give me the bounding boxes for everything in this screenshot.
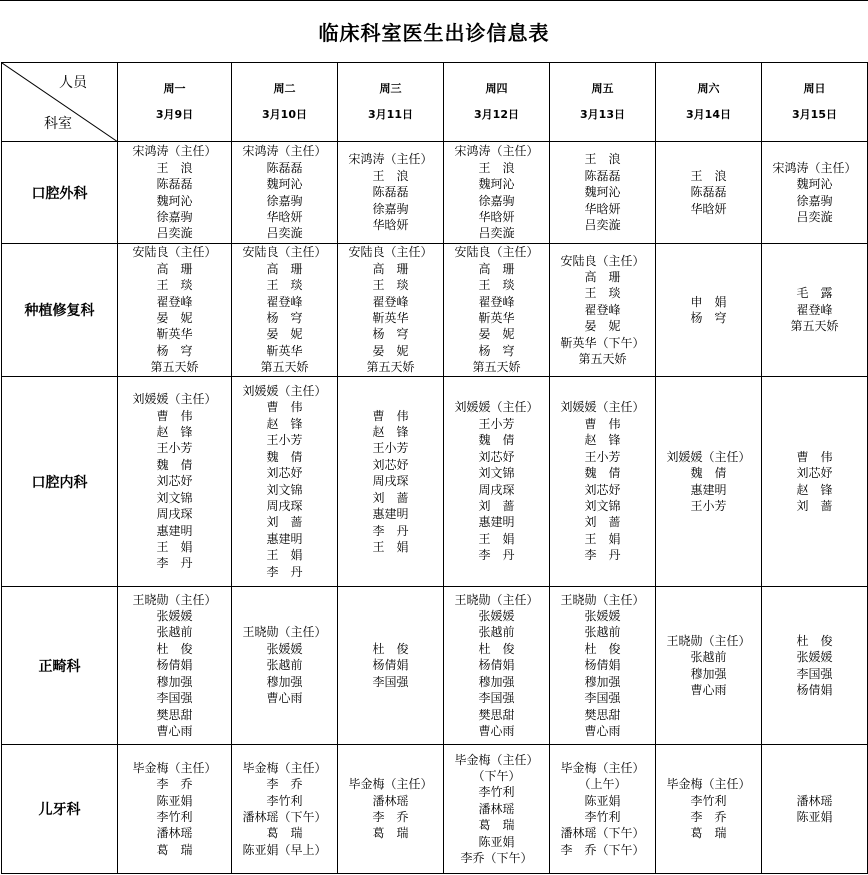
doctor-name: 翟登峰	[156, 294, 193, 309]
schedule-cell	[550, 142, 656, 244]
doctor-name: 晏 妮	[156, 311, 193, 325]
doctor-name: 王 琰	[478, 278, 515, 293]
doctor-name: 李 丹	[156, 556, 193, 571]
doctor-name: 王 浪	[478, 160, 515, 175]
doctor-name: 刘文锦	[478, 466, 515, 481]
schedule-table	[1, 62, 868, 874]
doctor-name: 高 珊	[478, 261, 515, 276]
doctor-name: 徐嘉驹	[796, 193, 833, 208]
doctor-name: 李乔（下午）	[460, 851, 533, 866]
doctor-name: 王小芳	[156, 441, 193, 456]
doctor-name: 晏 妮	[478, 327, 515, 342]
doctor-name: 李 丹	[584, 548, 621, 563]
doctor-name: 宋鸿涛（主任）	[772, 160, 857, 175]
schedule-cell	[656, 142, 762, 244]
doctor-name: 李 乔（下午）	[560, 842, 645, 857]
schedule-cell	[232, 244, 338, 377]
doctor-name: 刘文锦	[156, 490, 193, 505]
doctor-name: 杨 穹	[156, 343, 193, 358]
doctor-name: 刘芯妤	[156, 474, 193, 489]
doctor-name: 赵 锋	[584, 433, 621, 448]
doctor-name: 穆加强	[156, 674, 193, 689]
schedule-cell	[762, 745, 868, 874]
doctor-name: 张越前	[584, 625, 621, 640]
dept-row	[2, 244, 868, 377]
doctor-name: 杨 穹	[372, 327, 409, 342]
doctor-name: 刘 蔷	[796, 498, 833, 513]
doctor-name: 杜 俊	[372, 641, 409, 656]
doctor-name: 王晓勋（主任）	[560, 592, 645, 607]
doctor-name: 高 珊	[266, 261, 303, 276]
day-date: 3月11日	[368, 108, 413, 121]
doctor-name: 靳英华（下午）	[560, 335, 645, 350]
doctor-name: 王小芳	[478, 416, 515, 431]
dept-name: 口腔内科	[2, 377, 118, 587]
doctor-name: 潘林瑶（下午）	[242, 810, 327, 824]
day-header	[338, 63, 444, 142]
doctor-name: 魏 倩	[478, 433, 515, 448]
doctor-name: 李 丹	[266, 564, 303, 579]
schedule-cell	[444, 587, 550, 745]
doctor-name: 魏珂沁	[478, 177, 515, 192]
doctor-name: 葛 瑞	[478, 818, 515, 833]
doctor-name: 高 珊	[156, 261, 193, 276]
doctor-name: 赵 锋	[372, 425, 409, 440]
doctor-name: 杨倩娟	[372, 658, 409, 673]
schedule-cell	[118, 587, 232, 745]
doctor-name: 曹 伟	[156, 408, 193, 423]
doctor-name: 穆加强	[478, 674, 515, 689]
dept-row	[2, 587, 868, 745]
doctor-name: 魏 倩	[266, 449, 303, 464]
doctor-name: 李国强	[584, 691, 621, 706]
doctor-name: 靳英华	[156, 327, 193, 342]
schedule-cell	[338, 244, 444, 377]
schedule-cell	[550, 377, 656, 587]
day-name: 周六	[697, 82, 720, 95]
day-header	[550, 63, 656, 142]
doctor-name: 李 乔	[372, 810, 409, 824]
schedule-cell	[118, 142, 232, 244]
doctor-name: 杜 俊	[796, 633, 833, 648]
doctor-name: 翟登峰	[584, 302, 621, 317]
doctor-name: 刘芯妤	[478, 449, 515, 464]
doctor-name: 杨倩娟	[478, 658, 515, 673]
doctor-name: （上午）	[578, 777, 627, 792]
schedule-cell	[444, 244, 550, 377]
doctor-name: 第五天娇	[472, 360, 521, 375]
doctor-name: 毕金梅（主任）	[242, 760, 327, 775]
doctor-name: 王 琰	[266, 278, 303, 293]
schedule-cell	[444, 377, 550, 587]
day-header	[656, 63, 762, 142]
doctor-name: 第五天娇	[150, 360, 199, 375]
doctor-name: 周戌琛	[156, 507, 193, 522]
schedule-cell	[550, 587, 656, 745]
doctor-name: 潘林瑶（下午）	[560, 826, 645, 841]
doctor-name: 樊思甜	[584, 707, 621, 722]
doctor-name: 毕金梅（主任）	[560, 760, 645, 775]
doctor-name: 陈磊磊	[690, 185, 727, 200]
doctor-name: 陈亚娟	[156, 793, 193, 808]
doctor-name: 王 琰	[372, 278, 409, 293]
doctor-name: 曹 伟	[584, 416, 621, 431]
doctor-name: 徐嘉驹	[372, 201, 409, 216]
doctor-name: 潘林瑶	[156, 826, 193, 841]
doctor-name: 潘林瑶	[796, 793, 833, 808]
doctor-name: 葛 瑞	[156, 842, 193, 857]
doctor-name: 王 浪	[690, 168, 727, 183]
doctor-name: 安陆良（主任）	[560, 253, 645, 268]
day-header	[444, 63, 550, 142]
doctor-name: 魏 倩	[690, 466, 727, 481]
doctor-name: 安陆良（主任）	[348, 245, 433, 260]
doctor-name: 张越前	[156, 625, 193, 640]
day-header	[762, 63, 868, 142]
doctor-name: 王小芳	[266, 433, 303, 448]
doctor-name: 葛 瑞	[266, 826, 303, 841]
doctor-name: 第五天娇	[578, 352, 627, 367]
doctor-name: 陈亚娟	[478, 834, 515, 849]
schedule-cell	[762, 377, 868, 587]
doctor-name: 刘 蔷	[372, 490, 409, 505]
doctor-name: 曹心雨	[690, 682, 727, 697]
doctor-name: 王 娟	[584, 531, 621, 546]
header-row	[2, 63, 868, 142]
doctor-name: 惠建明	[156, 523, 193, 538]
doctor-name: 李 乔	[690, 810, 727, 824]
dept-name: 正畸科	[2, 587, 118, 745]
doctor-name: 申 娟	[690, 294, 727, 309]
doctor-name: 李竹利	[478, 785, 515, 800]
schedule-cell	[444, 142, 550, 244]
doctor-name: 靳英华	[266, 343, 303, 358]
doctor-name: 魏珂沁	[584, 185, 621, 200]
doctor-name: 宋鸿涛（主任）	[242, 144, 327, 159]
doctor-name: 杨 穹	[266, 311, 303, 325]
schedule-cell	[338, 142, 444, 244]
doctor-name: 王 浪	[584, 152, 621, 167]
doctor-name: 李竹利	[690, 793, 727, 808]
doctor-name: 李竹利	[584, 810, 621, 824]
doctor-name: 翟登峰	[796, 302, 833, 317]
doctor-name: 翟登峰	[372, 294, 409, 309]
doctor-name: 张媛媛	[156, 609, 193, 624]
doctor-name: 潘林瑶	[372, 793, 409, 808]
doctor-name: 华晗妍	[478, 209, 515, 224]
doctor-name: 曹心雨	[156, 723, 193, 738]
schedule-cell	[232, 377, 338, 587]
doctor-name: 葛 瑞	[690, 826, 727, 841]
doctor-name: 曹心雨	[266, 691, 303, 706]
doctor-name: 李 乔	[266, 777, 303, 792]
doctor-name: 刘媛媛（主任）	[454, 400, 539, 415]
dept-row	[2, 142, 868, 244]
doctor-name: 王 琰	[156, 278, 193, 293]
doctor-name: 杜 俊	[478, 641, 515, 656]
day-date: 3月9日	[155, 108, 194, 121]
doctor-name: 华晗妍	[372, 218, 409, 233]
doctor-name: 靳英华	[372, 311, 409, 325]
doctor-name: 晏 妮	[372, 343, 409, 358]
day-name: 周一	[163, 82, 186, 95]
page-title: 临床科室医生出诊信息表	[0, 0, 868, 62]
schedule-cell	[232, 745, 338, 874]
doctor-name: 惠建明	[372, 507, 409, 522]
schedule-cell	[118, 377, 232, 587]
doctor-name: 李竹利	[266, 793, 303, 808]
doctor-name: 杨倩娟	[796, 682, 833, 697]
day-date: 3月10日	[262, 108, 307, 121]
doctor-name: 华晗妍	[266, 209, 303, 224]
day-date: 3月15日	[792, 108, 837, 121]
day-name: 周日	[803, 82, 826, 95]
doctor-name: 李竹利	[156, 810, 193, 824]
schedule-cell	[550, 745, 656, 874]
day-date: 3月12日	[474, 108, 519, 121]
doctor-name: 陈磊磊	[156, 177, 193, 192]
doctor-name: 晏 妮	[266, 327, 303, 342]
corner-person-label: 人员	[59, 75, 87, 91]
doctor-name: 刘芯妤	[584, 482, 621, 497]
doctor-name: 毛 露	[796, 286, 833, 301]
doctor-name: 徐嘉驹	[156, 209, 193, 224]
doctor-name: 徐嘉驹	[478, 193, 515, 208]
schedule-cell	[656, 587, 762, 745]
schedule-cell	[656, 377, 762, 587]
doctor-name: 刘媛媛（主任）	[242, 384, 327, 399]
doctor-name: 刘芯妤	[796, 466, 833, 481]
doctor-name: 曹 伟	[796, 449, 833, 464]
doctor-name: 宋鸿涛（主任）	[454, 144, 539, 159]
corner-dept-label: 科室	[44, 116, 72, 132]
doctor-name: 刘媛媛（主任）	[560, 400, 645, 415]
schedule-cell	[232, 587, 338, 745]
dept-name: 种植修复科	[2, 244, 118, 377]
doctor-name: 刘 蔷	[584, 515, 621, 530]
schedule-cell	[118, 745, 232, 874]
day-date: 3月14日	[686, 108, 731, 121]
doctor-name: 李国强	[478, 691, 515, 706]
doctor-name: 周戌琛	[266, 498, 303, 513]
doctor-name: 李 丹	[478, 548, 515, 563]
doctor-name: 李 丹	[372, 523, 409, 538]
doctor-name: 陈磊磊	[266, 160, 303, 175]
dept-row	[2, 745, 868, 874]
doctor-name: 毕金梅（主任）	[454, 752, 539, 767]
doctor-name: 吕奕漩	[266, 226, 303, 241]
doctor-name: 张媛媛	[796, 650, 833, 665]
doctor-name: 毕金梅（主任）	[666, 777, 751, 792]
schedule-cell	[338, 377, 444, 587]
doctor-name: 华晗妍	[690, 201, 727, 216]
doctor-name: 惠建明	[690, 482, 727, 497]
doctor-name: 曹 伟	[266, 400, 303, 415]
doctor-name: 魏 倩	[156, 457, 193, 472]
doctor-name: 惠建明	[266, 531, 303, 546]
doctor-name: 高 珊	[584, 269, 621, 284]
doctor-name: 第五天娇	[366, 360, 415, 375]
doctor-name: 惠建明	[478, 515, 515, 530]
doctor-name: 曹心雨	[584, 723, 621, 738]
doctor-name: 翟登峰	[478, 294, 515, 309]
doctor-name: 吕奕漩	[478, 226, 515, 241]
doctor-name: 王晓勋（主任）	[454, 592, 539, 607]
doctor-name: 靳英华	[478, 311, 515, 325]
doctor-name: 第五天娇	[260, 360, 309, 375]
day-name: 周四	[485, 82, 508, 95]
doctor-name: 张媛媛	[478, 609, 515, 624]
doctor-name: 王晓勋（主任）	[242, 625, 327, 640]
doctor-name: 李国强	[372, 674, 409, 689]
schedule-cell	[762, 244, 868, 377]
doctor-name: 张越前	[478, 625, 515, 640]
schedule-cell	[118, 244, 232, 377]
doctor-name: 穆加强	[266, 674, 303, 689]
doctor-name: 王 琰	[584, 286, 621, 301]
doctor-name: 翟登峰	[266, 294, 303, 309]
day-header	[232, 63, 338, 142]
doctor-name: 王 浪	[156, 160, 193, 175]
doctor-name: 王 娟	[156, 539, 193, 554]
doctor-name: 宋鸿涛（主任）	[132, 144, 217, 159]
doctor-name: 陈磊磊	[372, 185, 409, 200]
doctor-name: 王 娟	[266, 548, 303, 563]
doctor-name: 华晗妍	[584, 201, 621, 216]
day-date: 3月13日	[580, 108, 625, 121]
doctor-name: 吕奕漩	[584, 218, 621, 233]
doctor-name: 杨倩娟	[584, 658, 621, 673]
doctor-name: 吕奕漩	[156, 226, 193, 241]
doctor-name: 徐嘉驹	[266, 193, 303, 208]
doctor-name: 魏珂沁	[266, 177, 303, 192]
doctor-name: 周戌琛	[372, 474, 409, 489]
doctor-name: 杨 穹	[690, 311, 727, 325]
doctor-name: 李国强	[156, 691, 193, 706]
doctor-name: 陈亚娟（早上）	[242, 842, 327, 857]
doctor-name: 王小芳	[584, 449, 621, 464]
corner-cell	[2, 63, 118, 142]
doctor-name: 张越前	[690, 650, 727, 665]
schedule-cell	[656, 745, 762, 874]
dept-name: 口腔外科	[2, 142, 118, 244]
doctor-name: 王 娟	[478, 531, 515, 546]
doctor-name: 曹心雨	[478, 723, 515, 738]
doctor-name: 吕奕漩	[796, 209, 833, 224]
schedule-cell	[338, 745, 444, 874]
doctor-name: 杨 穹	[478, 343, 515, 358]
doctor-name: 陈亚娟	[584, 793, 621, 808]
doctor-name: 陈磊磊	[584, 168, 621, 183]
day-name: 周三	[379, 82, 402, 95]
doctor-name: 赵 锋	[796, 482, 833, 497]
doctor-name: 宋鸿涛（主任）	[348, 152, 433, 167]
doctor-name: 张媛媛	[266, 641, 303, 656]
doctor-name: 樊思甜	[156, 707, 193, 722]
doctor-name: 第五天娇	[790, 319, 839, 334]
doctor-name: 安陆良（主任）	[242, 245, 327, 260]
doctor-name: 陈亚娟	[796, 810, 833, 824]
doctor-name: 李 乔	[156, 777, 193, 792]
schedule-cell	[762, 587, 868, 745]
doctor-name: 张媛媛	[584, 609, 621, 624]
doctor-name: 王晓勋（主任）	[132, 592, 217, 607]
doctor-name: 王晓勋（主任）	[666, 633, 751, 648]
schedule-cell	[762, 142, 868, 244]
doctor-name: 周戌琛	[478, 482, 515, 497]
doctor-name: 毕金梅（主任）	[348, 777, 433, 792]
doctor-name: 赵 锋	[156, 425, 193, 440]
doctor-name: 刘文锦	[584, 498, 621, 513]
doctor-name: 王小芳	[372, 441, 409, 456]
schedule-cell	[656, 244, 762, 377]
doctor-name: 刘媛媛（主任）	[132, 392, 217, 407]
doctor-name: 魏 倩	[584, 466, 621, 481]
schedule-cell	[550, 244, 656, 377]
dept-name: 儿牙科	[2, 745, 118, 874]
doctor-name: 刘芯妤	[372, 457, 409, 472]
doctor-name: 安陆良（主任）	[132, 245, 217, 260]
doctor-name: 毕金梅（主任）	[132, 760, 217, 775]
doctor-name: 刘 蔷	[478, 498, 515, 513]
doctor-name: 葛 瑞	[372, 826, 409, 841]
doctor-name: 王小芳	[690, 498, 727, 513]
doctor-name: 潘林瑶	[478, 801, 515, 816]
day-name: 周二	[273, 82, 296, 95]
doctor-name: 刘媛媛（主任）	[666, 449, 751, 464]
dept-row	[2, 377, 868, 587]
doctor-name: 刘文锦	[266, 482, 303, 497]
doctor-name: 杜 俊	[584, 641, 621, 656]
doctor-name: 魏珂沁	[156, 193, 193, 208]
doctor-name: 安陆良（主任）	[454, 245, 539, 260]
doctor-name: 穆加强	[584, 674, 621, 689]
doctor-name: 穆加强	[690, 666, 727, 681]
schedule-cell	[232, 142, 338, 244]
doctor-name: 张越前	[266, 658, 303, 673]
day-header	[118, 63, 232, 142]
doctor-name: （下午）	[472, 768, 521, 783]
doctor-name: 晏 妮	[584, 319, 621, 334]
doctor-name: 杨倩娟	[156, 658, 193, 673]
doctor-name: 杜 俊	[156, 641, 193, 656]
doctor-name: 李国强	[796, 666, 833, 681]
schedule-cell	[338, 587, 444, 745]
doctor-name: 王 娟	[372, 539, 409, 554]
doctor-name: 樊思甜	[478, 707, 515, 722]
doctor-name: 曹 伟	[372, 408, 409, 423]
day-name: 周五	[591, 82, 614, 95]
doctor-name: 王 浪	[372, 168, 409, 183]
doctor-name: 刘芯妤	[266, 466, 303, 481]
doctor-name: 高 珊	[372, 261, 409, 276]
schedule-cell	[444, 745, 550, 874]
doctor-name: 魏珂沁	[796, 177, 833, 192]
doctor-name: 赵 锋	[266, 416, 303, 431]
doctor-name: 刘 蔷	[266, 515, 303, 530]
